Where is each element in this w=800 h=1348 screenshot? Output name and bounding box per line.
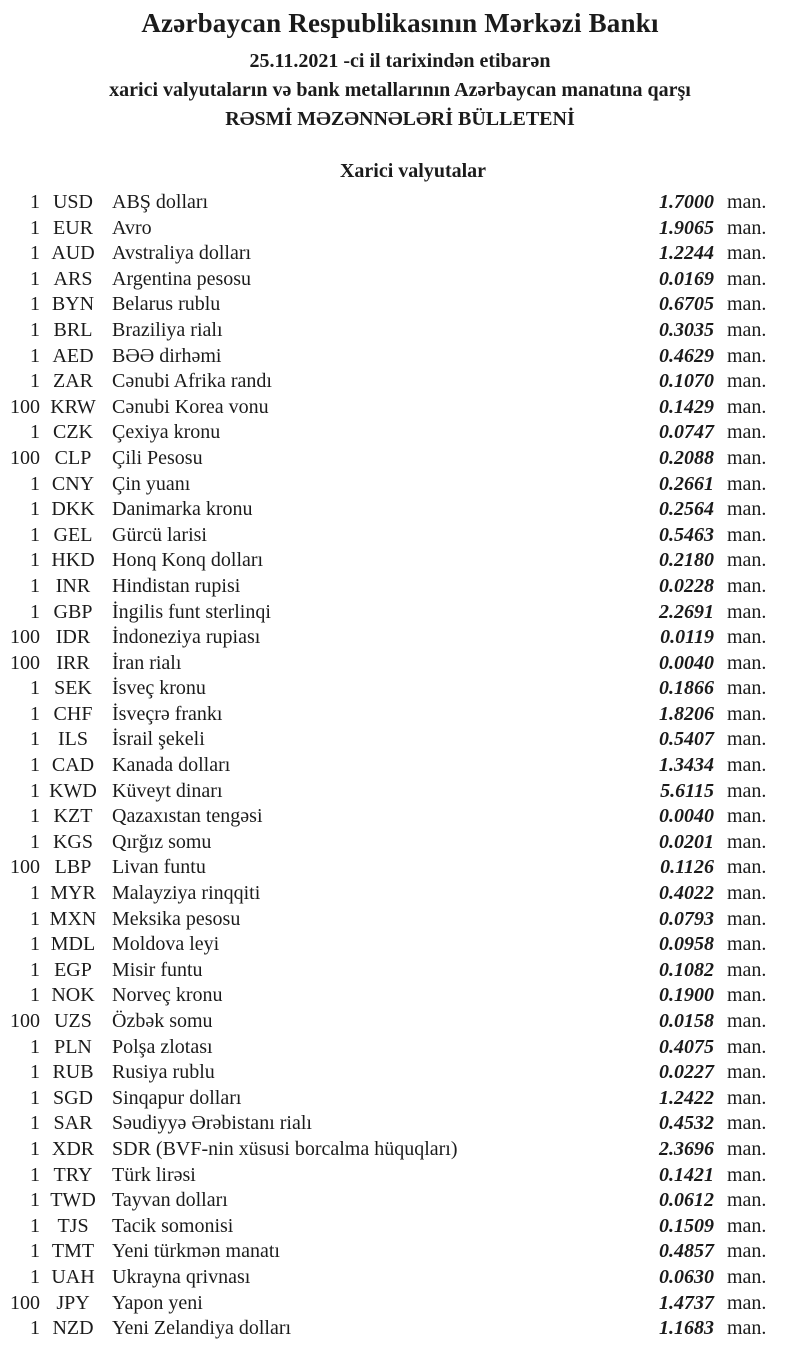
row-currency-code: MYR [50, 882, 96, 905]
row-quantity: 1 [30, 549, 40, 572]
row-quantity: 1 [30, 1214, 40, 1237]
row-currency-code: CAD [51, 754, 95, 777]
table-row [0, 497, 774, 523]
row-rate-value: 0.1082 [659, 958, 714, 981]
row-quantity: 1 [30, 754, 40, 777]
row-rate-value: 0.0201 [659, 830, 714, 853]
table-row [0, 1137, 774, 1163]
table-row [0, 1188, 774, 1214]
row-currency-name: Cənubi Afrika randı [112, 370, 272, 393]
row-rate-value: 0.0958 [659, 933, 714, 956]
row-rate-value: 0.4857 [659, 1240, 714, 1263]
row-unit-suffix: man. [727, 421, 767, 444]
row-unit-suffix: man. [727, 702, 767, 725]
row-unit-suffix: man. [727, 318, 767, 341]
row-currency-name: Qazaxıstan tengəsi [112, 805, 263, 828]
row-currency-code: HKD [51, 549, 95, 572]
row-currency-code: CNY [51, 472, 95, 495]
row-quantity: 100 [10, 395, 40, 418]
row-currency-name: İsveç kronu [112, 677, 206, 700]
row-unit-suffix: man. [727, 370, 767, 393]
row-currency-name: Norveç kronu [112, 984, 223, 1007]
row-currency-code: EUR [53, 216, 93, 239]
row-currency-name: ABŞ dolları [112, 191, 209, 213]
row-unit-suffix: man. [727, 574, 767, 597]
row-currency-name: Küveyt dinarı [112, 779, 223, 802]
row-quantity: 1 [30, 1240, 40, 1263]
table-row [0, 318, 774, 344]
row-currency-code: KWD [49, 779, 97, 802]
row-quantity: 1 [30, 344, 40, 367]
row-currency-code: LBP [54, 856, 92, 879]
row-currency-name: İsveçrə frankı [112, 702, 223, 725]
table-row [0, 1239, 774, 1265]
table-row [0, 600, 774, 626]
row-currency-name: Sinqapur dolları [112, 1086, 242, 1109]
row-quantity: 1 [30, 933, 40, 956]
table-row [0, 753, 774, 779]
row-unit-suffix: man. [727, 523, 767, 546]
row-rate-value: 0.6705 [659, 293, 714, 316]
table-row [0, 881, 774, 907]
table-row [0, 651, 774, 677]
table-row [0, 676, 774, 702]
row-currency-code: ILS [58, 728, 88, 751]
row-unit-suffix: man. [727, 1189, 767, 1212]
section-title-foreign-currencies: Xarici valyutalar [339, 160, 487, 182]
row-rate-value: 0.0630 [659, 1265, 714, 1288]
row-unit-suffix: man. [727, 958, 767, 981]
row-currency-code: AED [52, 344, 94, 367]
row-currency-name: İngilis funt sterlinqi [112, 600, 271, 623]
table-row [0, 216, 774, 242]
row-unit-suffix: man. [727, 677, 767, 700]
row-currency-name: Danimarka kronu [112, 498, 253, 521]
row-unit-suffix: man. [727, 293, 767, 316]
row-currency-name: Misir funtu [112, 958, 203, 981]
table-row [0, 292, 774, 318]
row-currency-code: SGD [52, 1086, 93, 1109]
row-rate-value: 0.4532 [659, 1112, 714, 1135]
document-header [0, 0, 800, 134]
row-currency-code: CHF [53, 702, 93, 725]
row-rate-value: 0.5407 [659, 728, 714, 751]
row-unit-suffix: man. [727, 1163, 767, 1186]
table-row [0, 344, 774, 370]
row-rate-value: 0.0040 [659, 805, 714, 828]
row-currency-name: Türk lirəsi [112, 1163, 196, 1186]
row-currency-code: TWD [50, 1189, 96, 1212]
row-quantity: 100 [10, 1291, 40, 1314]
row-currency-code: PLN [54, 1035, 92, 1058]
row-currency-name: Livan funtu [112, 856, 206, 879]
row-rate-value: 0.2564 [659, 498, 714, 521]
row-unit-suffix: man. [727, 830, 767, 853]
row-currency-name: Ukrayna qrivnası [112, 1265, 251, 1288]
rates-table [0, 190, 774, 1342]
row-rate-value: 2.2691 [659, 600, 714, 623]
row-currency-code: JPY [56, 1291, 90, 1314]
row-unit-suffix: man. [727, 907, 767, 930]
row-currency-code: KGS [52, 830, 93, 853]
row-currency-code: BYN [51, 293, 95, 316]
row-quantity: 1 [30, 318, 40, 341]
table-row [0, 1060, 774, 1086]
row-currency-name: Malayziya rinqqiti [112, 882, 261, 905]
row-unit-suffix: man. [727, 1137, 767, 1160]
row-currency-code: KZT [53, 805, 93, 828]
row-rate-value: 0.0119 [660, 626, 714, 649]
row-quantity: 100 [10, 856, 40, 879]
row-rate-value: 1.3434 [659, 754, 714, 777]
row-currency-name: Çin yuanı [112, 472, 191, 495]
row-rate-value: 0.4075 [659, 1035, 714, 1058]
row-quantity: 1 [30, 1086, 40, 1109]
row-currency-name: Honq Konq dolları [112, 549, 264, 572]
row-quantity: 1 [30, 370, 40, 393]
row-quantity: 100 [10, 1010, 40, 1032]
row-quantity: 1 [30, 805, 40, 828]
row-rate-value: 0.0227 [659, 1061, 714, 1084]
table-row [0, 855, 774, 881]
row-quantity: 1 [30, 702, 40, 725]
row-rate-value: 0.0158 [659, 1010, 714, 1032]
row-currency-name: Tayvan dolları [112, 1189, 228, 1212]
row-rate-value: 1.4737 [659, 1291, 714, 1314]
row-currency-name: Çexiya kronu [112, 421, 221, 444]
row-quantity: 1 [30, 191, 40, 213]
row-quantity: 1 [30, 779, 40, 802]
table-row [0, 369, 774, 395]
row-rate-value: 0.3035 [659, 318, 714, 341]
row-quantity: 1 [30, 907, 40, 930]
row-rate-value: 0.2661 [659, 472, 714, 495]
row-quantity: 1 [30, 1265, 40, 1288]
row-unit-suffix: man. [727, 267, 767, 290]
row-currency-name: SDR (BVF-nin xüsusi borcalma hüquqları) [112, 1137, 458, 1160]
row-currency-code: DKK [51, 498, 95, 521]
row-rate-value: 1.7000 [659, 191, 714, 213]
row-currency-name: Yeni Zelandiya dolları [112, 1317, 292, 1340]
row-rate-value: 0.0793 [659, 907, 714, 930]
row-unit-suffix: man. [727, 805, 767, 828]
row-quantity: 1 [30, 958, 40, 981]
bulletin-title: RƏSMİ MƏZƏNNƏLƏRİ BÜLLETENİ [225, 108, 575, 130]
row-unit-suffix: man. [727, 446, 767, 469]
row-currency-code: IDR [55, 626, 91, 649]
row-quantity: 1 [30, 830, 40, 853]
row-currency-code: USD [52, 191, 93, 213]
row-currency-code: TJS [57, 1214, 89, 1237]
row-currency-name: Cənubi Korea vonu [112, 395, 269, 418]
row-currency-code: MXN [49, 907, 97, 930]
row-quantity: 1 [30, 1163, 40, 1186]
row-unit-suffix: man. [727, 1265, 767, 1288]
row-currency-code: GEL [53, 523, 93, 546]
row-quantity: 1 [30, 1112, 40, 1135]
row-currency-code: GBP [53, 600, 93, 623]
row-quantity: 100 [10, 446, 40, 469]
row-currency-name: Belarus rublu [112, 293, 221, 316]
table-row [0, 395, 774, 421]
row-currency-code: EGP [54, 958, 92, 981]
row-unit-suffix: man. [727, 882, 767, 905]
row-currency-name: Özbək somu [112, 1010, 213, 1032]
row-quantity: 1 [30, 1317, 40, 1340]
row-quantity: 1 [30, 267, 40, 290]
row-unit-suffix: man. [727, 1112, 767, 1135]
row-quantity: 1 [30, 421, 40, 444]
table-row [0, 1316, 774, 1342]
row-unit-suffix: man. [727, 728, 767, 751]
row-currency-code: SAR [53, 1112, 93, 1135]
row-rate-value: 0.2180 [659, 549, 714, 572]
row-quantity: 1 [30, 728, 40, 751]
table-row [0, 1291, 774, 1317]
row-currency-code: RUB [52, 1061, 94, 1084]
row-quantity: 1 [30, 984, 40, 1007]
row-quantity: 1 [30, 1137, 40, 1160]
row-rate-value: 0.0612 [659, 1189, 714, 1212]
row-currency-code: BRL [53, 318, 93, 341]
row-quantity: 1 [30, 472, 40, 495]
row-unit-suffix: man. [727, 754, 767, 777]
row-quantity: 1 [30, 1035, 40, 1058]
row-rate-value: 0.4022 [659, 882, 714, 905]
row-currency-code: MDL [50, 933, 96, 956]
table-row [0, 548, 774, 574]
row-quantity: 1 [30, 242, 40, 265]
row-quantity: 1 [30, 882, 40, 905]
table-row [0, 907, 774, 933]
row-quantity: 1 [30, 1061, 40, 1084]
row-rate-value: 0.0228 [659, 574, 714, 597]
row-rate-value: 0.0747 [659, 421, 714, 444]
row-currency-code: UZS [54, 1010, 92, 1032]
table-row [0, 523, 774, 549]
row-rate-value: 0.0040 [659, 651, 714, 674]
row-currency-name: Meksika pesosu [112, 907, 241, 930]
row-unit-suffix: man. [727, 1317, 767, 1340]
row-currency-code: SEK [54, 677, 92, 700]
row-unit-suffix: man. [727, 1035, 767, 1058]
row-currency-name: Gürcü larisi [112, 523, 207, 546]
row-currency-code: NZD [52, 1317, 94, 1340]
table-row [0, 1111, 774, 1137]
row-rate-value: 0.5463 [659, 523, 714, 546]
row-unit-suffix: man. [727, 984, 767, 1007]
row-currency-name: Çili Pesosu [112, 446, 203, 469]
table-row [0, 446, 774, 472]
row-rate-value: 1.2244 [659, 242, 714, 265]
table-row [0, 958, 774, 984]
row-unit-suffix: man. [727, 472, 767, 495]
row-currency-name: Polşa zlotası [112, 1035, 213, 1058]
row-currency-code: ARS [53, 267, 93, 290]
row-quantity: 1 [30, 574, 40, 597]
row-currency-name: Braziliya rialı [112, 318, 223, 341]
row-currency-code: CZK [53, 421, 93, 444]
row-unit-suffix: man. [727, 216, 767, 239]
row-currency-code: TMT [51, 1240, 95, 1263]
row-unit-suffix: man. [727, 242, 767, 265]
table-row [0, 625, 774, 651]
row-unit-suffix: man. [727, 1061, 767, 1084]
row-unit-suffix: man. [727, 626, 767, 649]
table-row [0, 241, 774, 267]
table-row [0, 702, 774, 728]
row-currency-name: İsrail şekeli [112, 728, 205, 751]
row-quantity: 1 [30, 523, 40, 546]
row-rate-value: 0.1509 [659, 1214, 714, 1237]
subject-line: xarici valyutaların və bank metallarının Azərbaycan manatına qarşı [109, 79, 691, 101]
row-unit-suffix: man. [727, 600, 767, 623]
row-currency-code: INR [55, 574, 91, 597]
row-rate-value: 0.1421 [659, 1163, 714, 1186]
row-rate-value: 5.6115 [660, 779, 714, 802]
row-unit-suffix: man. [727, 856, 767, 879]
table-row [0, 190, 774, 216]
row-currency-code: TRY [53, 1163, 93, 1186]
row-rate-value: 0.1429 [659, 395, 714, 418]
row-unit-suffix: man. [727, 651, 767, 674]
row-quantity: 1 [30, 600, 40, 623]
row-currency-code: KRW [50, 395, 96, 418]
table-row [0, 932, 774, 958]
row-unit-suffix: man. [727, 1086, 767, 1109]
row-rate-value: 0.1866 [659, 677, 714, 700]
bank-title: Azərbaycan Respublikasının Mərkəzi Bankı [141, 8, 659, 38]
row-currency-name: Avstraliya dolları [112, 242, 252, 265]
row-currency-name: Qırğız somu [112, 830, 212, 853]
row-currency-code: IRR [56, 651, 90, 674]
row-rate-value: 0.1900 [659, 984, 714, 1007]
row-rate-value: 1.2422 [659, 1086, 714, 1109]
row-currency-name: Hindistan rupisi [112, 574, 241, 597]
row-rate-value: 1.9065 [659, 216, 714, 239]
table-row [0, 830, 774, 856]
row-currency-name: Yeni türkmən manatı [112, 1240, 280, 1263]
row-unit-suffix: man. [727, 779, 767, 802]
row-currency-name: Argentina pesosu [112, 267, 252, 290]
table-row [0, 1009, 774, 1035]
row-unit-suffix: man. [727, 191, 767, 213]
row-currency-name: İndoneziya rupiası [112, 626, 261, 649]
row-unit-suffix: man. [727, 1010, 767, 1032]
row-currency-name: Moldova leyi [112, 933, 220, 956]
row-currency-name: Yapon yeni [112, 1291, 203, 1314]
table-row [0, 1265, 774, 1291]
row-currency-name: Avro [112, 216, 152, 239]
table-row [0, 267, 774, 293]
table-row [0, 804, 774, 830]
row-rate-value: 0.1126 [660, 856, 714, 879]
row-currency-code: ZAR [53, 370, 93, 393]
row-currency-name: Rusiya rublu [112, 1061, 215, 1084]
row-currency-name: BƏƏ dirhəmi [112, 344, 222, 367]
row-unit-suffix: man. [727, 344, 767, 367]
row-unit-suffix: man. [727, 1214, 767, 1237]
row-rate-value: 1.8206 [659, 702, 714, 725]
row-quantity: 100 [10, 626, 40, 649]
row-unit-suffix: man. [727, 933, 767, 956]
row-quantity: 1 [30, 293, 40, 316]
row-rate-value: 0.1070 [659, 370, 714, 393]
row-quantity: 1 [30, 216, 40, 239]
row-currency-code: AUD [51, 242, 95, 265]
row-currency-code: UAH [51, 1265, 95, 1288]
row-currency-name: İran rialı [112, 651, 182, 674]
row-rate-value: 1.1683 [659, 1317, 714, 1340]
row-quantity: 100 [10, 651, 40, 674]
table-row [0, 420, 774, 446]
row-currency-name: Tacik somonisi [112, 1214, 234, 1237]
table-row [0, 983, 774, 1009]
table-row [0, 1163, 774, 1189]
row-unit-suffix: man. [727, 1291, 767, 1314]
row-unit-suffix: man. [727, 395, 767, 418]
row-rate-value: 0.0169 [659, 267, 714, 290]
row-unit-suffix: man. [727, 1240, 767, 1263]
row-currency-name: Kanada dolları [112, 754, 231, 777]
table-row [0, 1035, 774, 1061]
row-rate-value: 2.3696 [659, 1137, 714, 1160]
row-rate-value: 0.2088 [659, 446, 714, 469]
table-row [0, 779, 774, 805]
table-row [0, 1214, 774, 1240]
effective-date-line: 25.11.2021 -ci il tarixindən etibarən [249, 50, 551, 72]
table-row [0, 472, 774, 498]
row-currency-code: XDR [51, 1137, 95, 1160]
row-unit-suffix: man. [727, 498, 767, 521]
row-rate-value: 0.4629 [659, 344, 714, 367]
row-quantity: 1 [30, 498, 40, 521]
table-row [0, 727, 774, 753]
row-quantity: 1 [30, 1189, 40, 1212]
row-currency-code: NOK [51, 984, 95, 1007]
row-unit-suffix: man. [727, 549, 767, 572]
row-currency-code: CLP [54, 446, 92, 469]
row-currency-name: Səudiyyə Ərəbistanı rialı [112, 1112, 312, 1135]
table-row [0, 574, 774, 600]
table-row [0, 1086, 774, 1112]
row-quantity: 1 [30, 677, 40, 700]
